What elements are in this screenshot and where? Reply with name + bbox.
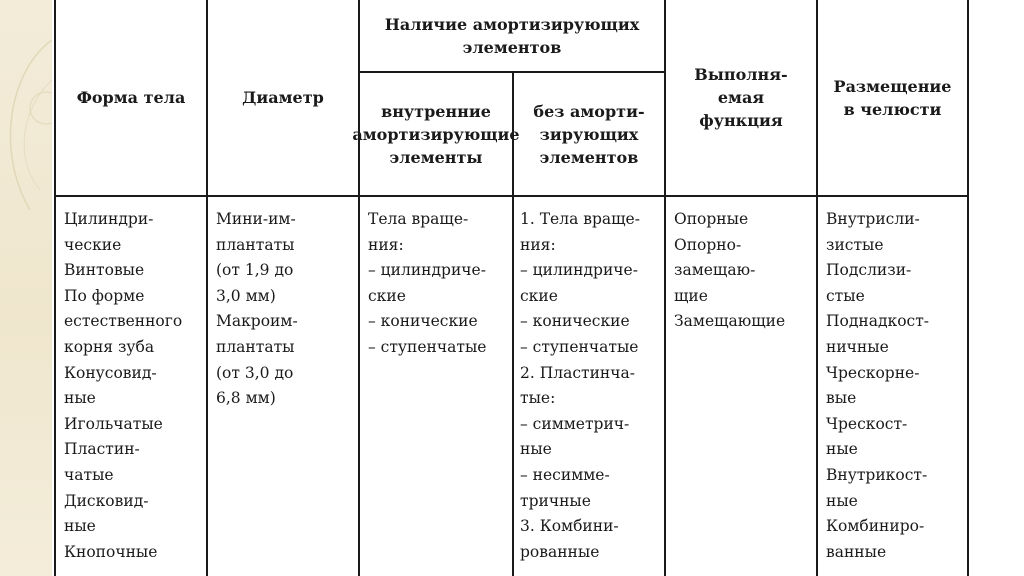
header-damping-group-label: Наличие амортизирующих элементов — [384, 14, 640, 57]
header-placement-label: Размещение в челюсти — [833, 76, 952, 119]
table-border-right — [967, 0, 969, 576]
header-function-label: Выполня- емая функция — [694, 65, 788, 130]
header-placement — [818, 0, 967, 195]
header-shape-label: Форма тела — [76, 88, 186, 107]
decorative-swirl — [0, 0, 52, 576]
body-without-damping-cell: 1. Тела враще- ния: – цилиндриче- ские – конические – ступенчатые 2. Пластинча- тые: – симметрич- ные – несимме- тричные 3. Комбини- рованные — [520, 210, 640, 561]
implant-classification-table — [54, 0, 969, 576]
header-without-damping-label: без аморти- зирующих элементов — [533, 101, 645, 167]
body-internal-damping-cell: Тела враще- ния: – цилиндриче- ские – конические – ступенчатые — [368, 210, 487, 356]
header-without-damping — [514, 73, 664, 195]
decorative-side-panel — [0, 0, 52, 576]
header-internal-damping-label: внутренние амортизирующие элементы — [352, 101, 520, 167]
body-shape-cell: Цилиндри- ческие Винтовые По форме естественного корня зуба Конусовид- ные Игольчатые Пластин- чатые Дисковид- ные Кнопочные — [64, 210, 183, 561]
body-function-cell: Опорные Опорно- замещаю- щие Замещающие — [674, 210, 786, 331]
header-diameter — [208, 0, 358, 195]
header-diameter-label: Диаметр — [242, 88, 324, 107]
header-damping-group — [360, 0, 664, 71]
body-placement-cell: Внутрисли- зистые Подслизи- стые Поднадкост- ничные Чрескорне- вые Чрескост- ные Внутрикост- ные Комбиниро- ванные — [826, 210, 930, 561]
header-internal-damping — [352, 73, 520, 195]
page-right-margin — [1010, 0, 1024, 576]
header-function — [666, 0, 816, 195]
body-diameter-cell: Мини-им- плантаты (от 1,9 до 3,0 мм) Макроим- плантаты (от 3,0 до 6,8 мм) — [216, 210, 298, 408]
header-shape — [56, 0, 206, 195]
